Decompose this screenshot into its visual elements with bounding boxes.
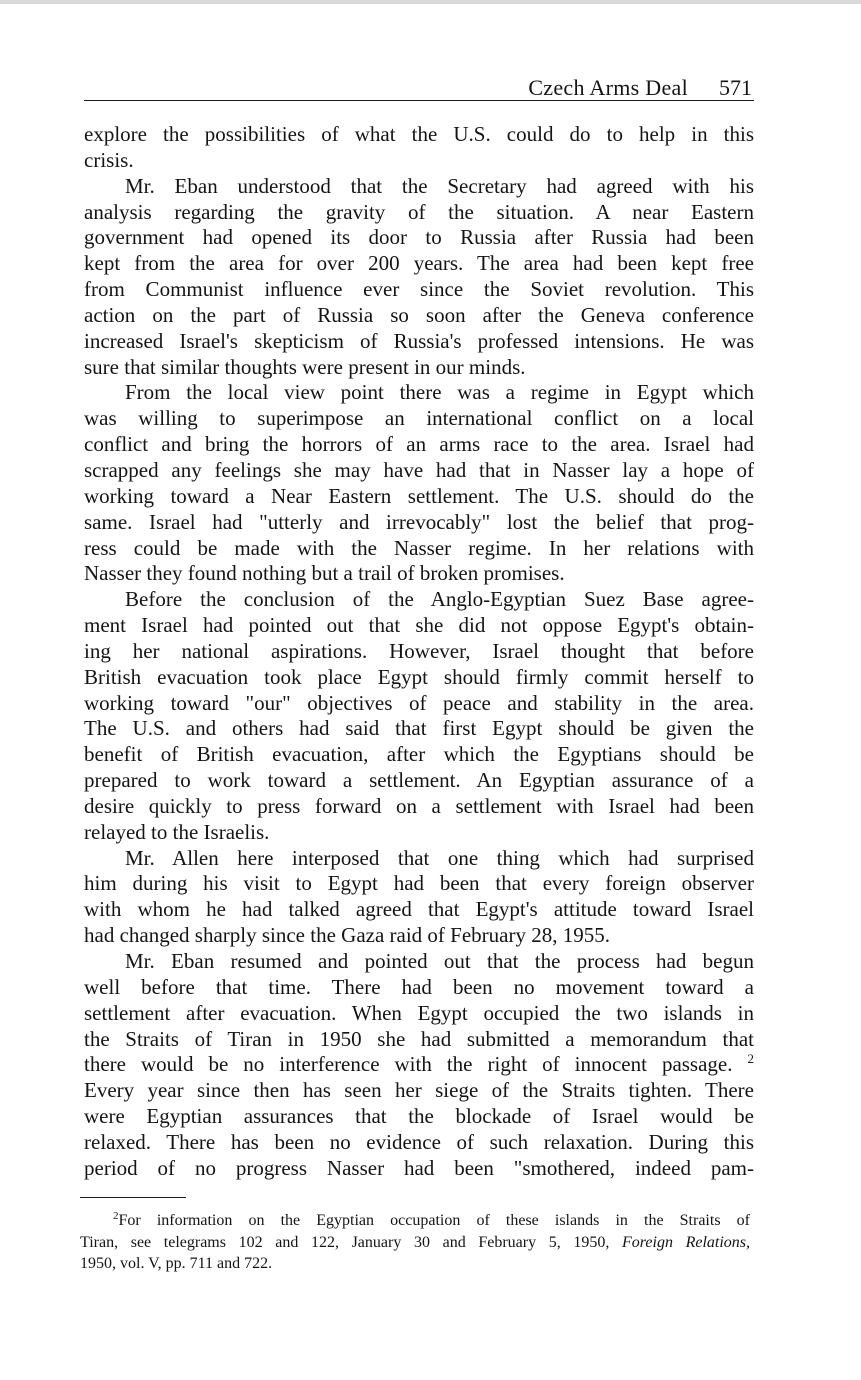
- body-line: settlement after evacuation. When Egypt occupied the two islands in: [84, 1000, 754, 1025]
- footnote-line: 1950, vol. V, pp. 711 and 722.: [80, 1255, 273, 1272]
- body-text: [84, 122, 754, 1182]
- page-top-edge: [0, 0, 861, 4]
- footnote: [80, 1210, 750, 1275]
- body-line: working toward "our" objectives of peace and stability in the area.: [84, 690, 754, 715]
- body-line: scrapped any feelings she may have had that in Nasser lay a hope of: [84, 457, 754, 482]
- footnote-reference: 2: [747, 1051, 754, 1067]
- body-line: relayed to the Israelis.: [84, 819, 270, 844]
- running-header: [84, 72, 754, 101]
- body-line: Before the conclusion of the Anglo-Egyptian Suez Base agree-: [125, 587, 754, 612]
- body-line: sure that similar thoughts were present in our minds.: [84, 354, 526, 379]
- page-number: 571: [719, 75, 752, 100]
- footnote-line: [80, 1232, 750, 1254]
- body-line: with whom he had talked agreed that Egypt's attitude toward Israel: [84, 897, 754, 922]
- body-line: conflict and bring the horrors of an arms race to the area. Israel had: [84, 432, 754, 457]
- body-line: prepared to work toward a settlement. An Egyptian assurance of a: [84, 768, 754, 793]
- body-line: Nasser they found nothing but a trail of broken promises.: [84, 561, 565, 586]
- body-line: relaxed. There has been no evidence of such relaxation. During this: [84, 1129, 754, 1154]
- footnote-line: [80, 1210, 750, 1232]
- body-line: period of no progress Nasser had been "smothered, indeed pam-: [84, 1155, 754, 1180]
- body-line: From the local view point there was a regime in Egypt which: [125, 380, 754, 405]
- footnote-marker: 2: [113, 1210, 119, 1222]
- body-line: Mr. Eban resumed and pointed out that the process had begun: [125, 949, 754, 973]
- body-line: crisis.: [84, 147, 134, 172]
- footnote-citation-title: Foreign Relations,: [621, 1233, 751, 1251]
- body-line: action on the part of Russia so soon after the Geneva conference: [84, 302, 754, 327]
- body-line: ing her national aspirations. However, Israel thought that before: [84, 638, 754, 663]
- body-line: was willing to superimpose an international conflict on a local: [84, 406, 754, 431]
- body-line: from Communist influence ever since the Soviet revolution. This: [84, 277, 754, 302]
- footnote-text: Tiran, see telegrams 102 and 122, January 30 and February 5, 1950,: [80, 1233, 622, 1251]
- body-line: [84, 1052, 754, 1078]
- footnote-separator: [80, 1197, 186, 1198]
- body-line-text: there would be no interference with the right of innocent passage.: [84, 1052, 733, 1077]
- body-line: were Egyptian assurances that the blockade of Israel would be: [84, 1104, 754, 1129]
- body-line: the Straits of Tiran in 1950 she had submitted a memorandum that: [84, 1026, 754, 1051]
- running-header-title: Czech Arms Deal: [528, 75, 688, 100]
- body-line: government had opened its door to Russia after Russia had been: [84, 225, 754, 250]
- body-line: kept from the area for over 200 years. The area had been kept free: [84, 251, 754, 276]
- body-line: increased Israel's skepticism of Russia's professed intensions. He was: [84, 328, 754, 353]
- body-line: benefit of British evacuation, after which the Egyptians should be: [84, 742, 754, 767]
- body-line: had changed sharply since the Gaza raid of February 28, 1955.: [84, 923, 610, 948]
- body-line: well before that time. There had been no movement toward a: [84, 974, 754, 999]
- body-line: explore the possibilities of what the U.S. could do to help in this: [84, 122, 754, 146]
- body-line: Mr. Eban understood that the Secretary had agreed with his: [125, 173, 754, 198]
- body-line: Mr. Allen here interposed that one thing which had surprised: [125, 845, 754, 870]
- body-line: him during his visit to Egypt had been that every foreign observer: [84, 871, 754, 896]
- body-line: Every year since then has seen her siege of the Straits tighten. There: [84, 1078, 754, 1103]
- body-line: British evacuation took place Egypt should firmly commit herself to: [84, 664, 754, 689]
- footnote-text: For information on the Egyptian occupation of these islands in the Straits of: [118, 1212, 750, 1229]
- body-line: working toward a Near Eastern settlement. The U.S. should do the: [84, 483, 754, 508]
- body-line: analysis regarding the gravity of the situation. A near Eastern: [84, 199, 754, 224]
- body-line: ment Israel had pointed out that she did not oppose Egypt's obtain-: [84, 613, 754, 638]
- body-line: same. Israel had "utterly and irrevocably" lost the belief that prog-: [84, 509, 754, 534]
- body-line: ress could be made with the Nasser regime. In her relations with: [84, 535, 754, 560]
- body-line: The U.S. and others had said that first Egypt should be given the: [84, 716, 754, 741]
- body-line: desire quickly to press forward on a settlement with Israel had been: [84, 793, 754, 818]
